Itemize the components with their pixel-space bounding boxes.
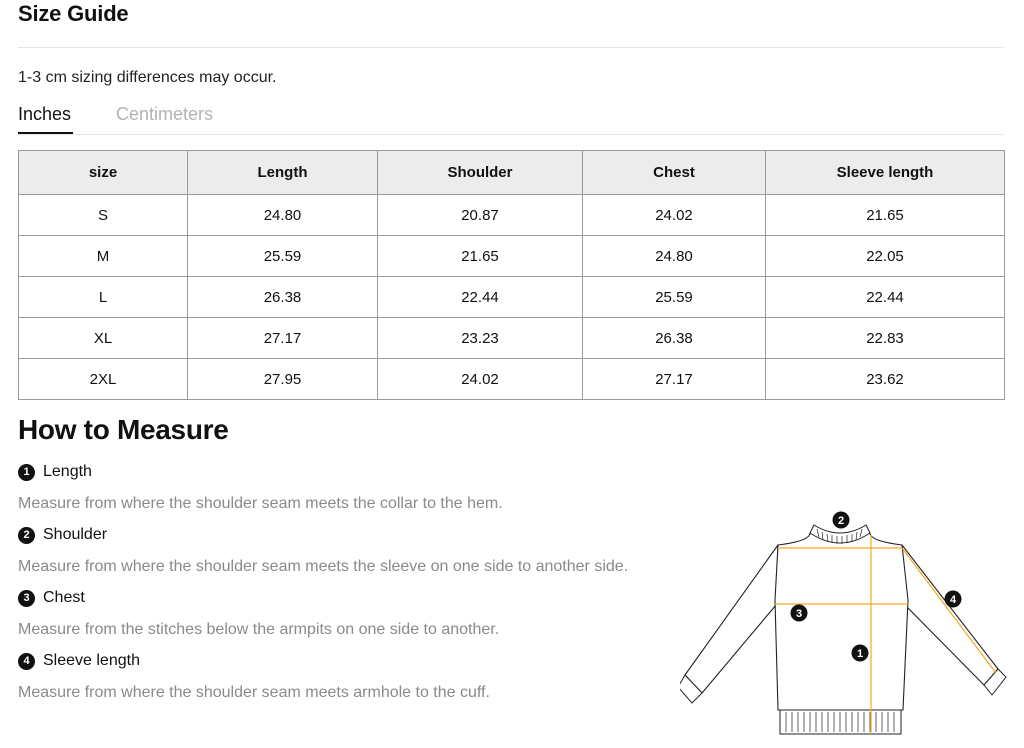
cell-size: 2XL (19, 359, 188, 400)
marker-3-label: 3 (795, 608, 803, 620)
step-title: Sleeve length (43, 652, 140, 669)
step-chest-heading (18, 589, 85, 607)
cell-chest: 24.80 (583, 236, 766, 277)
right-sleeve-outline (902, 545, 998, 685)
number-badge-icon: 1 (18, 464, 35, 481)
table-row (19, 195, 1005, 236)
step-shoulder-heading (18, 526, 107, 544)
cell-size: XL (19, 318, 188, 359)
column-header-length: Length (188, 151, 378, 195)
header-divider (18, 47, 1004, 48)
cell-sleeve-length: 22.44 (766, 277, 1005, 318)
body-outline (775, 533, 908, 710)
cell-sleeve-length: 22.83 (766, 318, 1005, 359)
column-header-chest: Chest (583, 151, 766, 195)
unit-tabs (18, 101, 1004, 134)
column-header-shoulder: Shoulder (378, 151, 583, 195)
number-badge-icon: 3 (18, 590, 35, 607)
step-length-description: Measure from where the shoulder seam meets the collar to the hem. (18, 495, 503, 512)
cell-shoulder: 22.44 (378, 277, 583, 318)
step-sleeve-length-description: Measure from where the shoulder seam meets armhole to the cuff. (18, 684, 490, 701)
step-sleeve-length-heading (18, 652, 140, 670)
cell-chest: 27.17 (583, 359, 766, 400)
marker-1-label: 1 (856, 648, 864, 660)
column-header-size: size (19, 151, 188, 195)
cell-shoulder: 23.23 (378, 318, 583, 359)
step-length-heading (18, 463, 92, 481)
table-row (19, 318, 1005, 359)
cell-shoulder: 21.65 (378, 236, 583, 277)
table-row (19, 359, 1005, 400)
sizing-note: 1-3 cm sizing differences may occur. (18, 69, 277, 86)
table-row (19, 236, 1005, 277)
marker-4-label: 4 (949, 594, 957, 606)
how-to-measure-title: How to Measure (18, 414, 229, 445)
step-title: Length (43, 463, 92, 480)
cell-size: L (19, 277, 188, 318)
step-title: Shoulder (43, 526, 108, 543)
cell-sleeve-length: 22.05 (766, 236, 1005, 277)
cell-chest: 26.38 (583, 318, 766, 359)
cell-length: 27.95 (188, 359, 378, 400)
cell-sleeve-length: 21.65 (766, 195, 1005, 236)
cell-size: M (19, 236, 188, 277)
cell-length: 26.38 (188, 277, 378, 318)
cell-sleeve-length: 23.62 (766, 359, 1005, 400)
tabs-divider (18, 134, 1004, 135)
step-shoulder-description: Measure from where the shoulder seam meets the sleeve on one side to another side. (18, 558, 629, 575)
tab-centimeters[interactable]: Centimeters (116, 104, 214, 124)
table-row (19, 277, 1005, 318)
sweater-measurement-diagram (680, 505, 1010, 745)
column-header-sleeve-length: Sleeve length (766, 151, 1005, 195)
left-sleeve-outline (685, 545, 778, 693)
cell-length: 24.80 (188, 195, 378, 236)
number-badge-icon: 4 (18, 653, 35, 670)
step-title: Chest (43, 589, 85, 606)
marker-2-label: 2 (837, 515, 845, 527)
page-title: Size Guide (18, 1, 129, 26)
step-chest-description: Measure from the stitches below the armpits on one side to another. (18, 621, 500, 638)
cell-length: 25.59 (188, 236, 378, 277)
cell-chest: 24.02 (583, 195, 766, 236)
cell-shoulder: 20.87 (378, 195, 583, 236)
table-header-row (19, 151, 1005, 195)
cell-size: S (19, 195, 188, 236)
tab-inches[interactable]: Inches (18, 104, 72, 124)
number-badge-icon: 2 (18, 527, 35, 544)
cell-length: 27.17 (188, 318, 378, 359)
size-table (18, 150, 1005, 400)
cell-shoulder: 24.02 (378, 359, 583, 400)
cell-chest: 25.59 (583, 277, 766, 318)
